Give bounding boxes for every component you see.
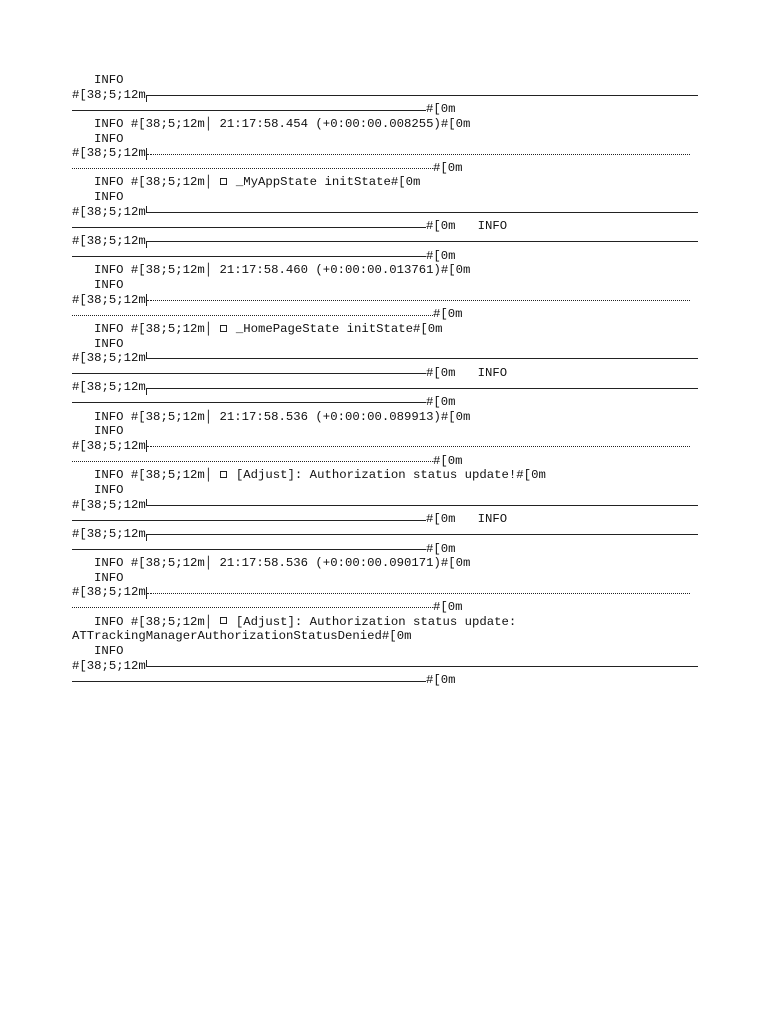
log-content-line <box>72 322 698 337</box>
spacer <box>456 219 478 234</box>
spacer <box>212 615 219 629</box>
log-content-line <box>72 468 698 483</box>
log-level: INFO <box>94 336 124 351</box>
spacer <box>212 322 219 336</box>
log-level: INFO <box>94 175 124 190</box>
box-rule <box>151 300 690 301</box>
box-rule <box>151 95 698 96</box>
box-rule <box>151 666 698 667</box>
box-rule <box>72 402 426 403</box>
log-level: INFO <box>477 365 508 380</box>
box-rule <box>72 110 426 111</box>
log-level: INFO <box>94 116 124 131</box>
box-bot-border-end <box>72 673 698 688</box>
spacer <box>229 615 236 629</box>
ansi-close-code: #[0m <box>426 365 456 380</box>
log-level: INFO <box>94 131 124 146</box>
ansi-open-code: #[38;5;12m <box>130 116 205 131</box>
log-level: INFO <box>94 482 124 497</box>
box-bot-border-end <box>72 512 698 527</box>
box-rule <box>151 154 690 155</box>
box-top-border-end <box>72 249 698 264</box>
log-message: _HomePageState initState#[0m <box>235 321 443 336</box>
spacer <box>229 468 236 482</box>
box-mid-border-start <box>72 293 698 308</box>
box-corner <box>146 95 151 102</box>
box-corner <box>146 241 151 248</box>
ansi-open-code: #[38;5;12m <box>130 556 205 571</box>
spacer <box>124 468 131 482</box>
log-content-line <box>72 615 698 630</box>
log-timestamp: 21:17:58.536 (+0:00:00.089913)#[0m <box>219 409 471 424</box>
box-mid-border-end <box>72 307 698 322</box>
log-message: [Adjust]: Authorization status update: <box>235 614 517 629</box>
spacer <box>456 512 478 527</box>
log-level-line <box>72 337 698 352</box>
box-bar: │ <box>204 116 213 131</box>
spacer <box>124 410 131 424</box>
ansi-close-code: #[0m <box>426 102 456 117</box>
log-level: INFO <box>94 263 124 278</box>
ansi-open-code: #[38;5;12m <box>72 351 146 366</box>
ansi-open-code: #[38;5;12m <box>72 585 146 600</box>
box-top-border-end <box>72 102 698 117</box>
spacer <box>124 556 131 570</box>
log-level-line <box>72 483 698 498</box>
ansi-close-code: #[0m <box>426 395 456 410</box>
emoji-placeholder-icon <box>220 471 227 478</box>
box-corner <box>146 534 151 541</box>
spacer <box>229 175 236 189</box>
box-rule <box>151 212 698 213</box>
emoji-placeholder-icon <box>220 617 227 624</box>
box-rule <box>72 549 426 550</box>
ansi-open-code: #[38;5;12m <box>130 321 205 336</box>
spacer <box>212 468 219 482</box>
log-level: INFO <box>94 73 124 87</box>
box-corner <box>146 440 151 452</box>
spacer <box>212 175 219 189</box>
ansi-open-code: #[38;5;12m <box>130 263 205 278</box>
box-corner <box>146 587 151 599</box>
log-level-line <box>72 132 698 147</box>
box-top-border-end <box>72 542 698 557</box>
box-rule <box>151 358 698 359</box>
log-level: INFO <box>94 614 124 629</box>
ansi-close-code: #[0m <box>426 512 456 527</box>
box-rule <box>72 607 433 608</box>
box-top-border-end <box>72 395 698 410</box>
box-mid-border-end <box>72 454 698 469</box>
log-content-line <box>72 175 698 190</box>
box-bar: │ <box>204 556 213 571</box>
log-level: INFO <box>94 643 124 658</box>
log-timestamp: 21:17:58.454 (+0:00:00.008255)#[0m <box>219 116 471 131</box>
spacer <box>124 117 131 131</box>
box-bar: │ <box>204 321 213 336</box>
ansi-close-code: #[0m <box>426 673 456 688</box>
box-mid-border-start <box>72 146 698 161</box>
box-mid-border-start <box>72 439 698 454</box>
spacer <box>212 556 219 570</box>
emoji-placeholder-icon <box>220 325 227 332</box>
ansi-open-code: #[38;5;12m <box>72 204 146 219</box>
ansi-open-code: #[38;5;12m <box>72 234 146 249</box>
ansi-close-code: #[0m <box>433 160 463 175</box>
log-level-line <box>72 424 698 439</box>
box-bar: │ <box>204 614 213 629</box>
spacer <box>229 322 236 336</box>
log-content-line <box>72 117 698 132</box>
log-message-continuation: ATTrackingManagerAuthorizationStatusDenied#[0m <box>72 629 412 644</box>
log-level: INFO <box>477 512 508 527</box>
ansi-open-code: #[38;5;12m <box>130 175 205 190</box>
box-bar: │ <box>204 409 213 424</box>
box-bot-border-start <box>72 205 698 220</box>
ansi-open-code: #[38;5;12m <box>72 146 146 161</box>
ansi-close-code: #[0m <box>433 307 463 322</box>
ansi-open-code: #[38;5;12m <box>130 614 205 629</box>
box-rule <box>72 227 426 228</box>
box-bot-border-end <box>72 219 698 234</box>
log-content-line <box>72 410 698 425</box>
box-bot-border-end <box>72 366 698 381</box>
spacer <box>124 263 131 277</box>
log-content-line <box>72 556 698 571</box>
ansi-open-code: #[38;5;12m <box>72 497 146 512</box>
ansi-open-code: #[38;5;12m <box>72 526 146 541</box>
box-rule <box>72 168 433 169</box>
log-level: INFO <box>94 424 124 439</box>
box-rule <box>72 461 433 462</box>
box-rule <box>151 388 698 389</box>
log-content-line <box>72 263 698 278</box>
log-level: INFO <box>94 468 124 483</box>
box-rule <box>72 681 426 682</box>
ansi-close-code: #[0m <box>426 219 456 234</box>
ansi-open-code: #[38;5;12m <box>72 380 146 395</box>
spacer <box>212 117 219 131</box>
log-message: [Adjust]: Authorization status update!#[0m <box>235 468 546 483</box>
spacer <box>124 322 131 336</box>
box-top-border-start <box>72 527 698 542</box>
log-level: INFO <box>94 556 124 571</box>
box-bot-border-start <box>72 659 698 674</box>
log-level-line <box>72 73 698 88</box>
log-level: INFO <box>94 277 124 292</box>
box-top-border-start <box>72 234 698 249</box>
box-corner <box>146 148 151 160</box>
log-level-line <box>72 644 698 659</box>
ansi-open-code: #[38;5;12m <box>72 292 146 307</box>
box-rule <box>151 446 690 447</box>
spacer <box>124 175 131 189</box>
ansi-open-code: #[38;5;12m <box>72 658 146 673</box>
ansi-close-code: #[0m <box>433 600 463 615</box>
box-mid-border-end <box>72 600 698 615</box>
box-rule <box>151 505 698 506</box>
log-level: INFO <box>94 409 124 424</box>
box-top-border-start <box>72 88 698 103</box>
box-rule <box>151 241 698 242</box>
box-rule <box>151 593 690 594</box>
log-timestamp: 21:17:58.536 (+0:00:00.090171)#[0m <box>219 556 471 571</box>
box-top-border-start <box>72 380 698 395</box>
box-bar: │ <box>204 263 213 278</box>
spacer <box>212 410 219 424</box>
log-level: INFO <box>477 219 508 234</box>
log-level-line <box>72 190 698 205</box>
box-corner <box>146 294 151 306</box>
ansi-open-code: #[38;5;12m <box>72 87 146 102</box>
log-level: INFO <box>94 190 124 205</box>
log-level: INFO <box>94 321 124 336</box>
ansi-close-code: #[0m <box>426 541 456 556</box>
log-message: _MyAppState initState#[0m <box>235 175 421 190</box>
ansi-close-code: #[0m <box>433 453 463 468</box>
box-bot-border-start <box>72 498 698 513</box>
spacer <box>456 366 478 381</box>
spacer <box>124 615 131 629</box>
log-level: INFO <box>94 570 124 585</box>
box-bot-border-start <box>72 351 698 366</box>
box-mid-border-end <box>72 161 698 176</box>
log-level-line <box>72 278 698 293</box>
ansi-open-code: #[38;5;12m <box>130 468 205 483</box>
box-rule <box>72 315 433 316</box>
emoji-placeholder-icon <box>220 178 227 185</box>
box-mid-border-start <box>72 585 698 600</box>
box-rule <box>72 373 426 374</box>
spacer <box>212 263 219 277</box>
box-rule <box>72 520 426 521</box>
ansi-open-code: #[38;5;12m <box>130 409 205 424</box>
box-rule <box>151 534 698 535</box>
box-bar: │ <box>204 468 213 483</box>
ansi-close-code: #[0m <box>426 248 456 263</box>
box-bar: │ <box>204 175 213 190</box>
box-corner <box>146 388 151 395</box>
box-rule <box>72 256 426 257</box>
log-level-line <box>72 571 698 586</box>
log-timestamp: 21:17:58.460 (+0:00:00.013761)#[0m <box>219 263 471 278</box>
console-log <box>72 73 698 688</box>
ansi-open-code: #[38;5;12m <box>72 439 146 454</box>
